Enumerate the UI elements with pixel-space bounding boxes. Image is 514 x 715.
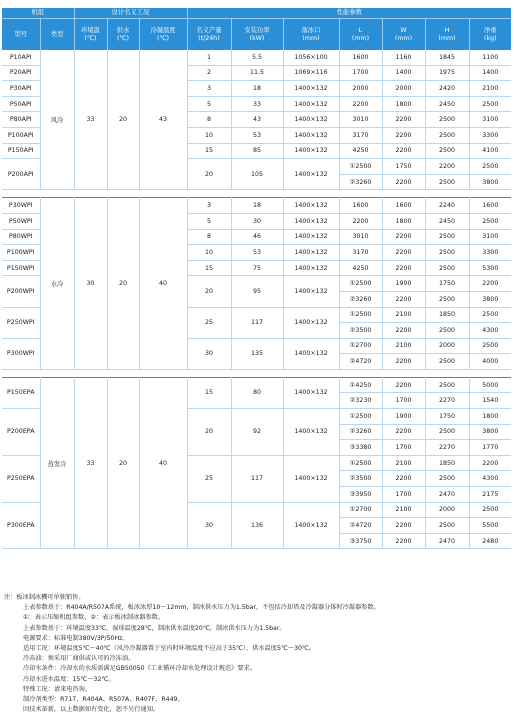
model-cell: P150API <box>2 143 40 159</box>
width-cell: 2200 <box>382 260 425 276</box>
weight-cell: 2500 <box>469 338 511 354</box>
note-line: 冷却水条件：冷却水的水质需满足GB50050《工业循环冷却水处理设计规范》要求。 <box>23 665 256 673</box>
width-cell: 2200 <box>382 229 425 245</box>
weight-cell: 3300 <box>469 127 511 143</box>
weight-cell: 2500 <box>469 502 511 518</box>
length-cell: 3170 <box>339 245 382 261</box>
outlet-cell: 1069×116 <box>283 65 339 81</box>
group-ambient-cell: 30 <box>74 198 107 370</box>
weight-cell: 2200 <box>469 455 511 471</box>
weight-cell: 2500 <box>469 213 511 229</box>
group-water-cell: 20 <box>107 377 139 549</box>
width-cell: 1700 <box>382 440 425 456</box>
height-cell: 2270 <box>425 440 469 456</box>
height-cell: 2470 <box>425 533 469 549</box>
note-line: 上表参数基于：R404A/R507A系统，板冰冰厚10～12mm，制冰供水压力为1.5bar，不包括冷却塔及冷凝器分体时冷凝器参数。 <box>23 604 380 612</box>
length-cell: ①2500 <box>339 409 382 425</box>
height-cell: 2000 <box>425 338 469 354</box>
weight-cell: 3800 <box>469 291 511 307</box>
weight-cell: 2100 <box>469 81 511 97</box>
header-length: L (mm) <box>339 19 382 51</box>
height-cell: 2470 <box>425 487 469 503</box>
power-cell: 136 <box>231 502 283 549</box>
height-cell: 2500 <box>425 424 469 440</box>
power-cell: 75 <box>231 260 283 276</box>
width-cell: 2200 <box>382 533 425 549</box>
width-cell: 2200 <box>382 471 425 487</box>
width-cell: 2100 <box>382 455 425 471</box>
width-cell: 2100 <box>382 502 425 518</box>
weight-cell: 1100 <box>469 50 511 65</box>
model-cell: P30API <box>2 81 40 97</box>
width-cell: 2200 <box>382 174 425 190</box>
length-cell: ①2700 <box>339 502 382 518</box>
length-cell: ①2500 <box>339 455 382 471</box>
power-cell: 5.5 <box>231 50 283 65</box>
width-cell: 1800 <box>382 213 425 229</box>
weight-cell: 3800 <box>469 174 511 190</box>
height-cell: 2500 <box>425 112 469 128</box>
note-line: 特殊工况：请来电咨询。 <box>23 685 92 693</box>
header-power: 安装功率 (kW) <box>231 19 283 51</box>
weight-cell: 3300 <box>469 245 511 261</box>
power-cell: 95 <box>231 276 283 307</box>
model-cell: P80API <box>2 112 40 128</box>
height-cell: 2500 <box>425 260 469 276</box>
length-cell: ③3950 <box>339 487 382 503</box>
group-cond-cell: 40 <box>139 198 187 370</box>
outlet-cell: 1400×132 <box>283 409 339 456</box>
output-cell: 2 <box>187 65 231 81</box>
height-cell: 2500 <box>425 377 469 393</box>
width-cell: 2000 <box>382 81 425 97</box>
header-design: 设计名义工况 <box>74 8 187 19</box>
power-cell: 53 <box>231 127 283 143</box>
model-cell: P300EPA <box>2 502 40 549</box>
model-cell: P200API <box>2 159 40 190</box>
width-cell: 2200 <box>382 354 425 370</box>
width-cell: 2200 <box>382 424 425 440</box>
model-cell: P100WPI <box>2 245 40 261</box>
width-cell: 1160 <box>382 50 425 65</box>
length-cell: ①2500 <box>339 276 382 292</box>
header-type: 类型 <box>40 19 74 51</box>
length-cell: 1600 <box>339 198 382 214</box>
model-cell: P200EPA <box>2 409 40 456</box>
model-cell: P30WPI <box>2 198 40 214</box>
outlet-cell: 1400×132 <box>283 143 339 159</box>
note-line: 上表参数基于：环境温度33℃，湿球温度28℃，制冰供水温度20℃，制冰供水压力为1.5bar。 <box>23 624 286 632</box>
group-type-cell: 水冷 <box>40 198 74 370</box>
height-cell: 1850 <box>425 455 469 471</box>
outlet-cell: 1400×132 <box>283 159 339 190</box>
height-cell: 2450 <box>425 96 469 112</box>
output-cell: 5 <box>187 96 231 112</box>
weight-cell: 2500 <box>469 307 511 323</box>
group-cond-cell: 43 <box>139 50 187 190</box>
height-cell: 2500 <box>425 518 469 534</box>
width-cell: 2200 <box>382 112 425 128</box>
width-cell: 2200 <box>382 291 425 307</box>
note-line: 因技术革新，以上数据如有变化，恕不另行通知。 <box>23 706 160 714</box>
weight-cell: 1800 <box>469 409 511 425</box>
weight-cell: 4000 <box>469 354 511 370</box>
outlet-cell: 1400×132 <box>283 377 339 408</box>
output-cell: 15 <box>187 260 231 276</box>
header-perf: 性能参数 <box>187 8 511 19</box>
width-cell: 1700 <box>382 393 425 409</box>
height-cell: 2270 <box>425 393 469 409</box>
group-gap-cell <box>2 190 511 198</box>
length-cell: ②3500 <box>339 471 382 487</box>
length-cell: ③3380 <box>339 440 382 456</box>
note-line: ①：表示压缩机组参数，②：表示板冰制冰器参数。 <box>23 614 165 622</box>
spec-table-body <box>2 50 511 549</box>
outlet-cell: 1400×132 <box>283 96 339 112</box>
width-cell: 1900 <box>382 409 425 425</box>
weight-cell: 2500 <box>469 159 511 175</box>
length-cell: ①4250 <box>339 377 382 393</box>
power-cell: 92 <box>231 409 283 456</box>
output-cell: 8 <box>187 112 231 128</box>
group-type-cell: 风冷 <box>40 50 74 190</box>
weight-cell: 3100 <box>469 112 511 128</box>
height-cell: 2500 <box>425 229 469 245</box>
power-cell: 80 <box>231 377 283 408</box>
group-type-cell: 蒸发冷 <box>40 377 74 549</box>
weight-cell: 2500 <box>469 96 511 112</box>
height-cell: 2450 <box>425 213 469 229</box>
output-cell: 10 <box>187 127 231 143</box>
length-cell: ②3230 <box>339 393 382 409</box>
header-row-2 <box>2 19 511 51</box>
width-cell: 2200 <box>382 518 425 534</box>
weight-cell: 3800 <box>469 424 511 440</box>
weight-cell: 1770 <box>469 440 511 456</box>
width-cell: 2200 <box>382 377 425 393</box>
height-cell: 1850 <box>425 307 469 323</box>
width-cell: 1600 <box>382 198 425 214</box>
length-cell: ②3260 <box>339 424 382 440</box>
group-gap <box>2 190 511 198</box>
width-cell: 1900 <box>382 276 425 292</box>
weight-cell: 1600 <box>469 198 511 214</box>
height-cell: 2500 <box>425 291 469 307</box>
power-cell: 117 <box>231 307 283 338</box>
height-cell: 2500 <box>425 174 469 190</box>
output-cell: 1 <box>187 50 231 65</box>
outlet-cell: 1400×132 <box>283 127 339 143</box>
length-cell: 2200 <box>339 213 382 229</box>
length-cell: 4250 <box>339 260 382 276</box>
power-cell: 18 <box>231 198 283 214</box>
length-cell: 1700 <box>339 65 382 81</box>
spec-table <box>2 8 511 549</box>
model-cell: P200WPI <box>2 276 40 307</box>
output-cell: 5 <box>187 213 231 229</box>
power-cell: 43 <box>231 112 283 128</box>
weight-cell: 5000 <box>469 377 511 393</box>
length-cell: ②4720 <box>339 354 382 370</box>
outlet-cell: 1400×132 <box>283 81 339 97</box>
table-row <box>2 198 511 214</box>
length-cell: 4250 <box>339 143 382 159</box>
height-cell: 2500 <box>425 354 469 370</box>
height-cell: 2500 <box>425 323 469 339</box>
note-line: 电源要求：标准电制380V/3P/50Hz。 <box>23 634 129 642</box>
weight-cell: 4300 <box>469 471 511 487</box>
length-cell: ②3260 <box>339 174 382 190</box>
length-cell: ③3750 <box>339 533 382 549</box>
output-cell: 20 <box>187 409 231 456</box>
weight-cell: 2175 <box>469 487 511 503</box>
width-cell: 2200 <box>382 323 425 339</box>
height-cell: 2240 <box>425 198 469 214</box>
height-cell: 2420 <box>425 81 469 97</box>
weight-cell: 3100 <box>469 229 511 245</box>
header-unit: 机组 <box>2 8 74 19</box>
weight-cell: 1400 <box>469 65 511 81</box>
weight-cell: 4300 <box>469 323 511 339</box>
width-cell: 1700 <box>382 487 425 503</box>
output-cell: 15 <box>187 143 231 159</box>
group-gap <box>2 369 511 377</box>
power-cell: 11.5 <box>231 65 283 81</box>
group-water-cell: 20 <box>107 198 139 370</box>
model-cell: P50WPI <box>2 213 40 229</box>
outlet-cell: 1400×132 <box>283 307 339 338</box>
outlet-cell: 1400×132 <box>283 245 339 261</box>
output-cell: 20 <box>187 159 231 190</box>
table-row <box>2 50 511 65</box>
model-cell: P150EPA <box>2 377 40 408</box>
model-cell: P250WPI <box>2 307 40 338</box>
height-cell: 2500 <box>425 245 469 261</box>
length-cell: 3010 <box>339 112 382 128</box>
header-ambient: 环境温 (℃) <box>74 19 107 51</box>
note-line: 冷却水进水温度：15℃～32℃。 <box>23 675 115 683</box>
width-cell: 1400 <box>382 65 425 81</box>
power-cell: 85 <box>231 143 283 159</box>
length-cell: ②3260 <box>339 291 382 307</box>
length-cell: 1600 <box>339 50 382 65</box>
length-cell: 2000 <box>339 81 382 97</box>
outlet-cell: 1400×132 <box>283 455 339 502</box>
group-cond-cell: 40 <box>139 377 187 549</box>
width-cell: 2200 <box>382 143 425 159</box>
output-cell: 15 <box>187 377 231 408</box>
outlet-cell: 1056×100 <box>283 50 339 65</box>
outlet-cell: 1400×132 <box>283 260 339 276</box>
length-cell: 2200 <box>339 96 382 112</box>
weight-cell: 2480 <box>469 533 511 549</box>
model-cell: P300WPI <box>2 338 40 369</box>
header-height: H (mm) <box>425 19 469 51</box>
header-model: 型号 <box>2 19 40 51</box>
height-cell: 2500 <box>425 127 469 143</box>
width-cell: 2200 <box>382 127 425 143</box>
outlet-cell: 1400×132 <box>283 502 339 549</box>
height-cell: 1975 <box>425 65 469 81</box>
group-ambient-cell: 33 <box>74 377 107 549</box>
width-cell: 2200 <box>382 245 425 261</box>
notes-section <box>4 593 509 715</box>
note-title: 注：板冰制冰機可单独销售。 <box>4 594 85 601</box>
model-cell: P50API <box>2 96 40 112</box>
model-cell: P100API <box>2 127 40 143</box>
length-cell: ②3500 <box>339 323 382 339</box>
outlet-cell: 1400×132 <box>283 213 339 229</box>
width-cell: 1750 <box>382 159 425 175</box>
model-cell: P250EPA <box>2 455 40 502</box>
output-cell: 8 <box>187 229 231 245</box>
outlet-cell: 1400×132 <box>283 198 339 214</box>
model-cell: P80WPI <box>2 229 40 245</box>
power-cell: 18 <box>231 81 283 97</box>
group-ambient-cell: 33 <box>74 50 107 190</box>
weight-cell: 5500 <box>469 518 511 534</box>
output-cell: 25 <box>187 307 231 338</box>
height-cell: 1750 <box>425 409 469 425</box>
length-cell: 3010 <box>339 229 382 245</box>
outlet-cell: 1400×132 <box>283 338 339 369</box>
outlet-cell: 1400×132 <box>283 112 339 128</box>
note-line: 适用工况：环境温度5℃～40℃（风冷冷凝器置于室内时环境温度不应高于35℃），供水温度5℃～30℃。 <box>23 645 316 653</box>
power-cell: 105 <box>231 159 283 190</box>
width-cell: 2100 <box>382 307 425 323</box>
length-cell: 3170 <box>339 127 382 143</box>
output-cell: 30 <box>187 338 231 369</box>
header-cond: 冷凝温度 (℃) <box>139 19 187 51</box>
height-cell: 2000 <box>425 502 469 518</box>
height-cell: 2200 <box>425 159 469 175</box>
height-cell: 1750 <box>425 276 469 292</box>
table-row <box>2 377 511 393</box>
note-line: 制冷剂类型：R717、R404A、R507A、R407F、R449。 <box>23 696 184 704</box>
header-water: 供水 (℃) <box>107 19 139 51</box>
weight-cell: 5300 <box>469 260 511 276</box>
power-cell: 53 <box>231 245 283 261</box>
header-output: 名义产量 (t/24h) <box>187 19 231 51</box>
length-cell: ①2500 <box>339 307 382 323</box>
header-row-1 <box>2 8 511 19</box>
output-cell: 20 <box>187 276 231 307</box>
weight-cell: 1540 <box>469 393 511 409</box>
weight-cell: 2200 <box>469 276 511 292</box>
width-cell: 2100 <box>382 338 425 354</box>
height-cell: 2500 <box>425 471 469 487</box>
power-cell: 46 <box>231 229 283 245</box>
outlet-cell: 1400×132 <box>283 229 339 245</box>
model-cell: P10API <box>2 50 40 65</box>
power-cell: 33 <box>231 96 283 112</box>
model-cell: P150WPI <box>2 260 40 276</box>
width-cell: 1800 <box>382 96 425 112</box>
outlet-cell: 1400×132 <box>283 276 339 307</box>
height-cell: 2500 <box>425 143 469 159</box>
header-outlet: 落冰口 (mm) <box>283 19 339 51</box>
output-cell: 30 <box>187 502 231 549</box>
length-cell: ①2700 <box>339 338 382 354</box>
output-cell: 3 <box>187 81 231 97</box>
output-cell: 10 <box>187 245 231 261</box>
output-cell: 3 <box>187 198 231 214</box>
weight-cell: 4100 <box>469 143 511 159</box>
power-cell: 117 <box>231 455 283 502</box>
height-cell: 1845 <box>425 50 469 65</box>
note-line: 冷冻油：须采用厂商供或认可的冷冻油。 <box>23 655 135 663</box>
header-width: W (mm) <box>382 19 425 51</box>
power-cell: 135 <box>231 338 283 369</box>
model-cell: P20API <box>2 65 40 81</box>
length-cell: ①2500 <box>339 159 382 175</box>
header-weight: 净重 (kg) <box>469 19 511 51</box>
power-cell: 30 <box>231 213 283 229</box>
length-cell: ②4720 <box>339 518 382 534</box>
group-water-cell: 20 <box>107 50 139 190</box>
group-gap-cell <box>2 369 511 377</box>
output-cell: 25 <box>187 455 231 502</box>
